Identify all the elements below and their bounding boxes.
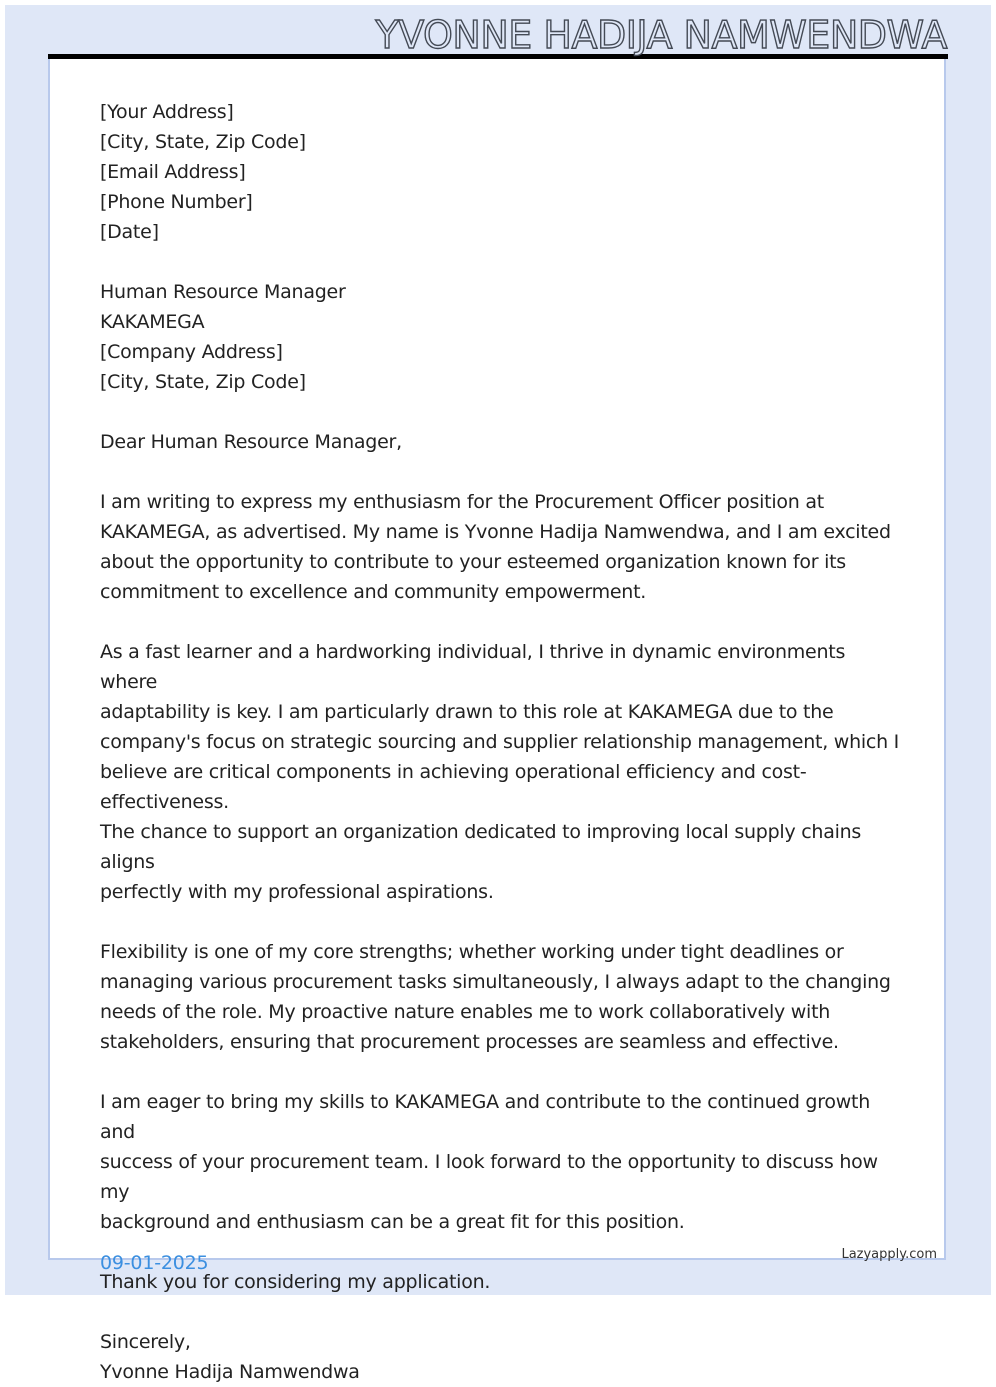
watermark: Lazyapply.com bbox=[841, 1247, 937, 1262]
body-paragraph-4: I am eager to bring my skills to KAKAMEGA and contribute to the continued growth and success of your procurement team. I look forward to the opportunity to discuss how my background and enthusiasm can be a great fit for this position. bbox=[100, 1091, 878, 1233]
signature-name: Yvonne Hadija Namwendwa bbox=[100, 1361, 360, 1383]
footer-date: 09-01-2025 bbox=[100, 1252, 209, 1274]
sender-email: [Email Address] bbox=[100, 161, 246, 183]
salutation: Dear Human Resource Manager, bbox=[100, 431, 402, 453]
sender-address: [Your Address] bbox=[100, 101, 234, 123]
recipient-company: KAKAMEGA bbox=[100, 311, 205, 333]
body-paragraph-5: Thank you for considering my application. bbox=[100, 1271, 491, 1293]
body-paragraph-2: As a fast learner and a hardworking individual, I thrive in dynamic environments where adaptability is key. I am particularly drawn to this role at KAKAMEGA due to the company's focus on strategic sourcing and supplier relationship management, which I believe are critical components in achieving operational efficiency and cost-effectiveness. The chance to support an organization dedicated to improving local supply chains aligns perfectly with my professional aspirations. bbox=[100, 641, 900, 903]
sender-city-state-zip: [City, State, Zip Code] bbox=[100, 131, 306, 153]
body-paragraph-3: Flexibility is one of my core strengths; whether working under tight deadlines or managing various procurement tasks simultaneously, I always adapt to the changing needs of the role. My proactive nature enables me to work collaboratively with stakeholders, ensuring that procurement processes are seamless and effective. bbox=[100, 941, 891, 1053]
valediction: Sincerely, bbox=[100, 1331, 191, 1353]
sender-block bbox=[100, 97, 900, 247]
recipient-address: [Company Address] bbox=[100, 341, 283, 363]
body-paragraph-1: I am writing to express my enthusiasm for the Procurement Officer position at KAKAMEGA, as advertised. My name is Yvonne Hadija Namwendwa, and I am excited about the opportunity to contribute to your esteemed organization known for its commitment to excellence and community empowerment. bbox=[100, 491, 891, 603]
recipient-city-state-zip: [City, State, Zip Code] bbox=[100, 371, 306, 393]
recipient-block bbox=[100, 277, 900, 397]
recipient-title: Human Resource Manager bbox=[100, 281, 346, 303]
sender-date: [Date] bbox=[100, 221, 159, 243]
letter-body bbox=[100, 97, 900, 1387]
sender-phone: [Phone Number] bbox=[100, 191, 253, 213]
applicant-name-header: YVONNE HADIJA NAMWENDWA bbox=[375, 13, 947, 57]
